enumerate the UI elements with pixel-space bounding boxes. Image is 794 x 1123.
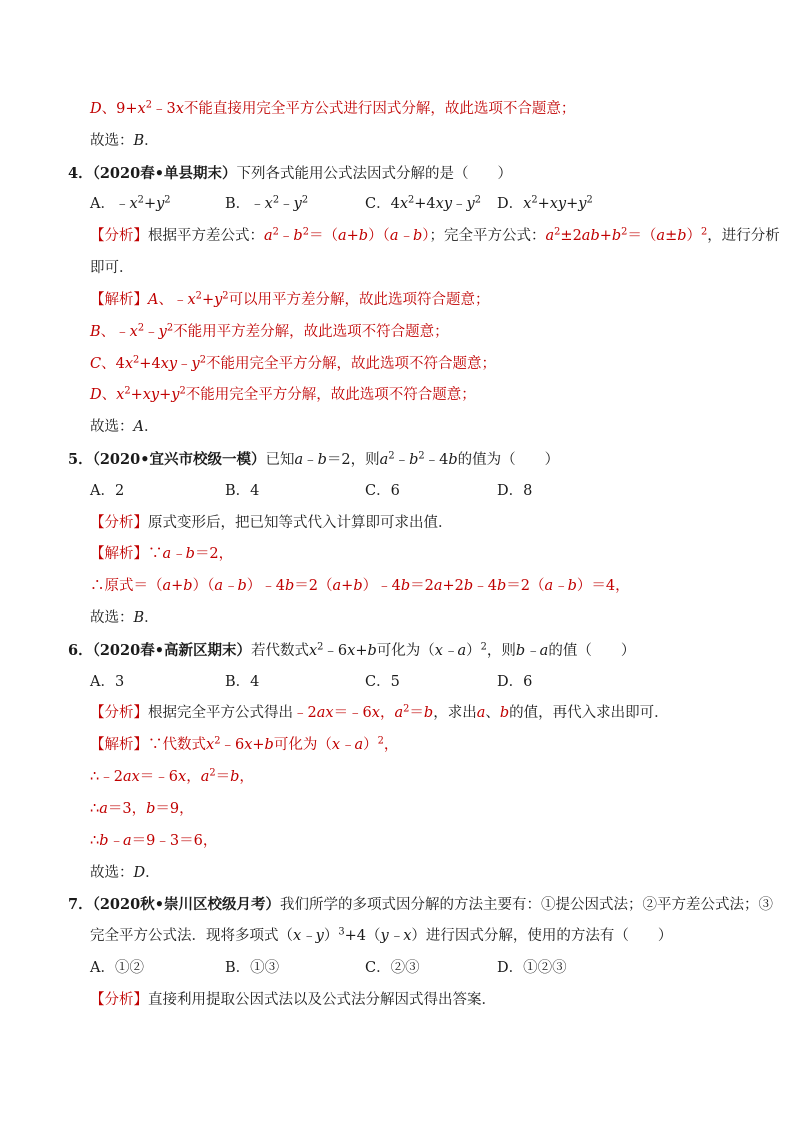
text-line xyxy=(0,698,794,730)
superscript: 2 xyxy=(137,195,144,207)
text: ＝2，则 xyxy=(326,451,380,468)
text: +4 xyxy=(414,196,436,213)
text: D．①②③ xyxy=(497,959,567,976)
text: + xyxy=(566,196,579,213)
text: ＝2， xyxy=(194,546,234,563)
superscript: 2 xyxy=(166,322,174,334)
text: ﹣ xyxy=(278,228,294,245)
math-variable: x xyxy=(175,101,184,117)
question-line xyxy=(0,444,794,476)
math-variable: y xyxy=(191,355,200,372)
text: ﹣ xyxy=(394,451,410,468)
math-variable: x xyxy=(308,642,318,659)
text: ） xyxy=(686,228,701,245)
option-c xyxy=(365,476,400,508)
math-variable: b xyxy=(285,578,295,595)
text: ，则 xyxy=(486,642,516,659)
text: ﹣4 xyxy=(424,451,449,468)
math-variable: x﹣a xyxy=(331,737,364,754)
superscript: 2 xyxy=(302,226,309,238)
superscript: 2 xyxy=(531,195,538,207)
math-variable: b﹣a xyxy=(515,642,549,659)
question-header: 5．（2020•宜兴市校级一模） xyxy=(68,450,266,468)
section-label: 【解析】 xyxy=(90,546,148,563)
math-variable: x xyxy=(187,291,196,308)
math-variable: a xyxy=(379,451,389,468)
text: D．8 xyxy=(497,482,533,499)
math-variable: x xyxy=(206,737,215,754)
option-a xyxy=(90,189,171,221)
math-variable: a﹣b xyxy=(162,546,195,563)
text: ）﹣4 xyxy=(362,578,401,595)
superscript: 2 xyxy=(408,195,415,207)
text: ＝9﹣3＝6， xyxy=(131,832,218,849)
text: ）进行因式分解，使用的方法有（ ） xyxy=(411,928,673,945)
text-line xyxy=(0,858,794,890)
math-variable: a﹣b xyxy=(389,228,423,245)
math-variable: x xyxy=(371,705,380,722)
math-variable: y xyxy=(158,323,167,340)
text: C．4 xyxy=(365,196,400,213)
text-line xyxy=(0,508,794,540)
text: ﹣ xyxy=(144,323,159,340)
text: + xyxy=(130,387,143,404)
superscript: 3 xyxy=(338,926,345,938)
text: ． xyxy=(145,864,160,881)
option-b xyxy=(225,667,259,699)
math-variable: C xyxy=(90,355,102,372)
text: ﹣6 xyxy=(220,737,245,754)
section-label: 【分析】 xyxy=(90,514,148,531)
section-label: 【分析】 xyxy=(90,991,148,1008)
superscript: 2 xyxy=(701,226,708,238)
text-line xyxy=(0,253,794,285)
math-variable: x xyxy=(137,101,146,117)
page-content xyxy=(0,94,794,1017)
superscript: 2 xyxy=(554,226,561,238)
options-line xyxy=(0,953,794,985)
text: 可化为（ xyxy=(376,642,435,659)
text: ）﹣4 xyxy=(246,578,285,595)
math-variable: a xyxy=(476,705,486,722)
option-b xyxy=(225,476,259,508)
math-variable: b﹣a xyxy=(99,832,132,849)
text: 故选： xyxy=(90,419,134,436)
text: 下列各式能用公式法因式分解的是（ ） xyxy=(236,165,512,182)
text: 、 xyxy=(101,387,117,404)
text: 的值为（ ） xyxy=(457,451,560,468)
superscript: 2 xyxy=(586,195,593,207)
math-variable: x xyxy=(129,323,138,340)
math-variable: b xyxy=(448,451,458,468)
text: ． xyxy=(143,419,159,436)
text-line xyxy=(0,794,794,826)
text: 我们所学的多项式因分解的方法主要有：①提公因式法；②平方差公式法；③ xyxy=(279,897,773,914)
text: ∴ xyxy=(90,800,100,817)
text: ＝﹣6 xyxy=(139,769,179,786)
text: ﹣6 xyxy=(323,642,348,659)
text: 根据完全平方公式得出 xyxy=(148,705,293,722)
text: ）＝4， xyxy=(576,578,630,595)
text-line xyxy=(0,826,794,858)
math-variable: a xyxy=(99,800,108,817)
math-variable: x xyxy=(347,642,356,659)
superscript: 2 xyxy=(133,354,140,366)
math-variable: y xyxy=(293,196,302,213)
text: 已知 xyxy=(265,451,295,468)
text-line xyxy=(0,730,794,762)
option-d xyxy=(497,953,567,985)
math-variable: D xyxy=(90,387,102,404)
text: + xyxy=(355,642,368,659)
text: ． xyxy=(144,132,159,149)
text: 的值（ ） xyxy=(548,642,636,659)
superscript: 2 xyxy=(137,322,145,334)
text: ＝2（ xyxy=(506,578,545,595)
text-line xyxy=(0,126,794,158)
math-variable: a+b xyxy=(162,578,193,595)
text: 完全平方公式法．现将多项式（ xyxy=(90,928,293,945)
superscript: 2 xyxy=(377,735,384,747)
text: 、 xyxy=(485,705,500,722)
option-d xyxy=(497,667,532,699)
math-variable: xy xyxy=(142,387,160,404)
text: 、﹣ xyxy=(100,323,130,340)
text: D． xyxy=(497,196,524,213)
math-variable: a+b xyxy=(337,228,369,245)
text: 不能用平方差分解，故此选项不符合题意； xyxy=(173,323,449,340)
text: ）（ xyxy=(368,228,390,245)
option-a xyxy=(90,476,124,508)
math-variable: b xyxy=(264,737,274,754)
math-variable: x xyxy=(264,196,273,213)
superscript: 2 xyxy=(209,767,216,779)
math-variable: a xyxy=(545,228,555,245)
question-header: 6．（2020春•高新区期末） xyxy=(68,641,251,659)
math-variable: y xyxy=(214,291,223,308)
text: A．3 xyxy=(90,673,125,690)
text: + xyxy=(537,196,550,213)
text: ﹣ xyxy=(279,196,294,213)
text: ， xyxy=(186,769,201,786)
text: 故选： xyxy=(90,610,134,626)
text: ）（ xyxy=(192,578,215,595)
math-variable: A xyxy=(148,291,159,308)
math-variable: a+b xyxy=(332,578,363,595)
math-variable: x﹣a xyxy=(434,642,467,659)
text: ＝2（ xyxy=(294,578,333,595)
text: ） xyxy=(323,928,339,945)
superscript: 2 xyxy=(195,290,202,302)
text: ，求出 xyxy=(433,705,477,722)
text: A．2 xyxy=(90,482,125,499)
text: 、﹣ xyxy=(158,291,188,308)
superscript: 2 xyxy=(124,385,131,397)
superscript: 2 xyxy=(480,641,487,653)
option-d xyxy=(497,476,532,508)
text: B．﹣ xyxy=(225,196,265,213)
options-line xyxy=(0,189,794,221)
text: ﹣ xyxy=(452,196,467,213)
superscript: 2 xyxy=(301,195,309,207)
math-variable: x xyxy=(116,387,125,404)
text: ， xyxy=(239,769,254,786)
text: +4 xyxy=(139,355,161,372)
math-variable: b xyxy=(409,451,419,468)
text: 、9+ xyxy=(101,101,138,117)
superscript: 2 xyxy=(388,450,395,462)
section-label: 【分析】 xyxy=(90,705,148,722)
text: C．6 xyxy=(365,482,400,499)
text: 的值，再代入求出即可． xyxy=(509,705,669,722)
text: ，进行分析 xyxy=(707,228,780,245)
option-c xyxy=(365,189,481,221)
text: B．4 xyxy=(225,673,260,690)
text: ） xyxy=(422,228,430,245)
question-header: 7．（2020秋•崇川区校级月考） xyxy=(68,896,280,914)
text: ﹣ xyxy=(177,355,192,372)
options-line xyxy=(0,667,794,699)
text-line xyxy=(0,349,794,381)
option-c xyxy=(365,667,400,699)
math-variable: ab+b xyxy=(581,228,622,245)
math-variable: x xyxy=(244,737,253,754)
text-line xyxy=(0,380,794,412)
text: ﹣4 xyxy=(473,578,497,595)
text: ＝ xyxy=(409,705,424,722)
math-variable: b xyxy=(400,578,411,595)
superscript: 2 xyxy=(272,195,280,207)
text: ∴ xyxy=(90,832,100,849)
math-variable: B xyxy=(90,323,101,340)
superscript: 2 xyxy=(199,354,207,366)
text-line xyxy=(0,285,794,317)
math-variable: a xyxy=(433,578,443,595)
text: ﹣2 xyxy=(293,705,317,722)
text: ＝ xyxy=(215,769,231,786)
text: A．﹣ xyxy=(90,196,130,213)
math-variable: b xyxy=(146,800,156,817)
text: 不能用完全平方分解，故此选项不符合题意； xyxy=(206,355,497,372)
text: ＝（ xyxy=(308,228,338,245)
math-variable: x﹣y xyxy=(293,928,324,945)
text: + xyxy=(252,737,265,754)
math-variable: a xyxy=(294,451,304,468)
text: ． xyxy=(144,610,159,626)
math-variable: x xyxy=(124,355,134,372)
text: ；完全平方公式： xyxy=(429,228,546,245)
text-line xyxy=(0,539,794,571)
option-b xyxy=(225,953,279,985)
math-variable: a xyxy=(264,228,273,245)
math-variable: b xyxy=(317,451,327,468)
text-line xyxy=(0,221,794,253)
math-variable: x xyxy=(523,196,532,213)
text: + xyxy=(143,196,157,213)
text: 不能直接用完全平方公式进行因式分解，故此选项不合题意； xyxy=(183,101,576,117)
superscript: 2 xyxy=(474,195,481,207)
superscript: 2 xyxy=(403,704,410,716)
superscript: 2 xyxy=(317,641,324,653)
text-line xyxy=(0,985,794,1017)
section-label: 【解析】 xyxy=(90,737,148,754)
text: C．5 xyxy=(365,673,400,690)
text: ， xyxy=(379,705,395,722)
text: 若代数式 xyxy=(250,642,309,659)
options-line xyxy=(0,476,794,508)
text: D．6 xyxy=(497,673,533,690)
text: C．②③ xyxy=(365,959,420,976)
section-label: 【解析】 xyxy=(90,291,148,308)
text: ∵ xyxy=(148,546,163,563)
text-line xyxy=(0,762,794,794)
math-variable: x xyxy=(129,196,138,213)
text: 根据平方差公式： xyxy=(148,228,264,245)
superscript: 2 xyxy=(214,735,221,747)
math-variable: x xyxy=(178,769,187,786)
question-line xyxy=(0,158,794,190)
question-line xyxy=(0,635,794,667)
math-variable: y xyxy=(578,196,587,213)
math-variable: xy xyxy=(160,355,178,372)
math-variable: y﹣x xyxy=(380,928,412,945)
text: ＝﹣6 xyxy=(333,705,372,722)
math-variable: y xyxy=(156,196,165,213)
option-c xyxy=(365,953,420,985)
text: 故选： xyxy=(90,864,134,881)
text-line xyxy=(0,921,794,953)
text: ∵代数式 xyxy=(148,737,206,754)
math-variable: D xyxy=(90,101,102,117)
text: A．①② xyxy=(90,959,144,976)
superscript: 2 xyxy=(272,226,279,238)
math-variable: a﹣b xyxy=(544,578,577,595)
math-variable: b xyxy=(293,228,303,245)
math-variable: xy xyxy=(549,196,567,213)
text: ＝9， xyxy=(155,800,194,817)
text: 可以用平方差分解，故此选项符合题意； xyxy=(228,291,490,308)
text: ∴﹣2 xyxy=(90,769,123,786)
option-d xyxy=(497,189,593,221)
text: 故选： xyxy=(90,132,134,149)
math-variable: b xyxy=(423,705,434,722)
text-line xyxy=(0,317,794,349)
math-variable: a﹣b xyxy=(214,578,247,595)
math-variable: B xyxy=(133,610,145,626)
text: 直接利用提取公因式法以及公式法分解因式得出答案． xyxy=(148,991,496,1008)
math-variable: a xyxy=(200,769,210,786)
question-line xyxy=(0,889,794,921)
text: ＝3， xyxy=(107,800,147,817)
text-line xyxy=(0,571,794,603)
superscript: 2 xyxy=(179,385,186,397)
math-variable: D xyxy=(133,864,146,881)
text: ＝2 xyxy=(410,578,434,595)
math-variable: A xyxy=(133,419,144,436)
superscript: 2 xyxy=(145,99,152,111)
math-variable: b xyxy=(496,578,507,595)
text: ﹣ xyxy=(303,451,318,468)
superscript: 2 xyxy=(222,290,229,302)
text: 不能用完全平方分解，故此选项不符合题意； xyxy=(185,387,476,404)
math-variable: b xyxy=(367,642,377,659)
text: B．①③ xyxy=(225,959,280,976)
text: + xyxy=(201,291,215,308)
text-line xyxy=(0,412,794,444)
math-variable: b xyxy=(499,705,510,722)
text: ， xyxy=(383,737,399,754)
text: ＝（ xyxy=(627,228,657,245)
text: + xyxy=(159,387,172,404)
text: 、4 xyxy=(101,355,125,372)
math-variable: b xyxy=(463,578,474,595)
superscript: 2 xyxy=(418,450,425,462)
option-a xyxy=(90,953,144,985)
math-variable: ax xyxy=(122,769,140,786)
text: 原式变形后，把已知等式代入计算即可求出值． xyxy=(148,514,453,531)
math-variable: x xyxy=(399,196,409,213)
option-a xyxy=(90,667,124,699)
math-variable: B xyxy=(133,132,145,149)
text-line xyxy=(0,94,794,126)
text: ） xyxy=(466,642,481,659)
math-variable: ax xyxy=(316,705,334,722)
math-variable: y xyxy=(171,387,180,404)
text: ±2 xyxy=(560,228,582,245)
math-variable: xy xyxy=(435,196,453,213)
math-variable: a±b xyxy=(656,228,687,245)
option-b xyxy=(225,189,308,221)
section-label: 【分析】 xyxy=(90,228,148,245)
superscript: 2 xyxy=(164,195,171,207)
text: +2 xyxy=(442,578,464,595)
text: +4（ xyxy=(344,928,381,945)
math-variable: b xyxy=(230,769,240,786)
question-header: 4．（2020春•单县期末） xyxy=(68,164,237,182)
text: B．4 xyxy=(225,482,260,499)
math-variable: a xyxy=(394,705,404,722)
text: ） xyxy=(363,737,378,754)
text: 即可． xyxy=(90,260,134,277)
text: ∴原式＝（ xyxy=(90,578,163,595)
math-variable: y xyxy=(466,196,475,213)
superscript: 2 xyxy=(621,226,628,238)
text-line xyxy=(0,603,794,635)
text: ﹣3 xyxy=(151,101,176,117)
text: 可化为（ xyxy=(273,737,332,754)
